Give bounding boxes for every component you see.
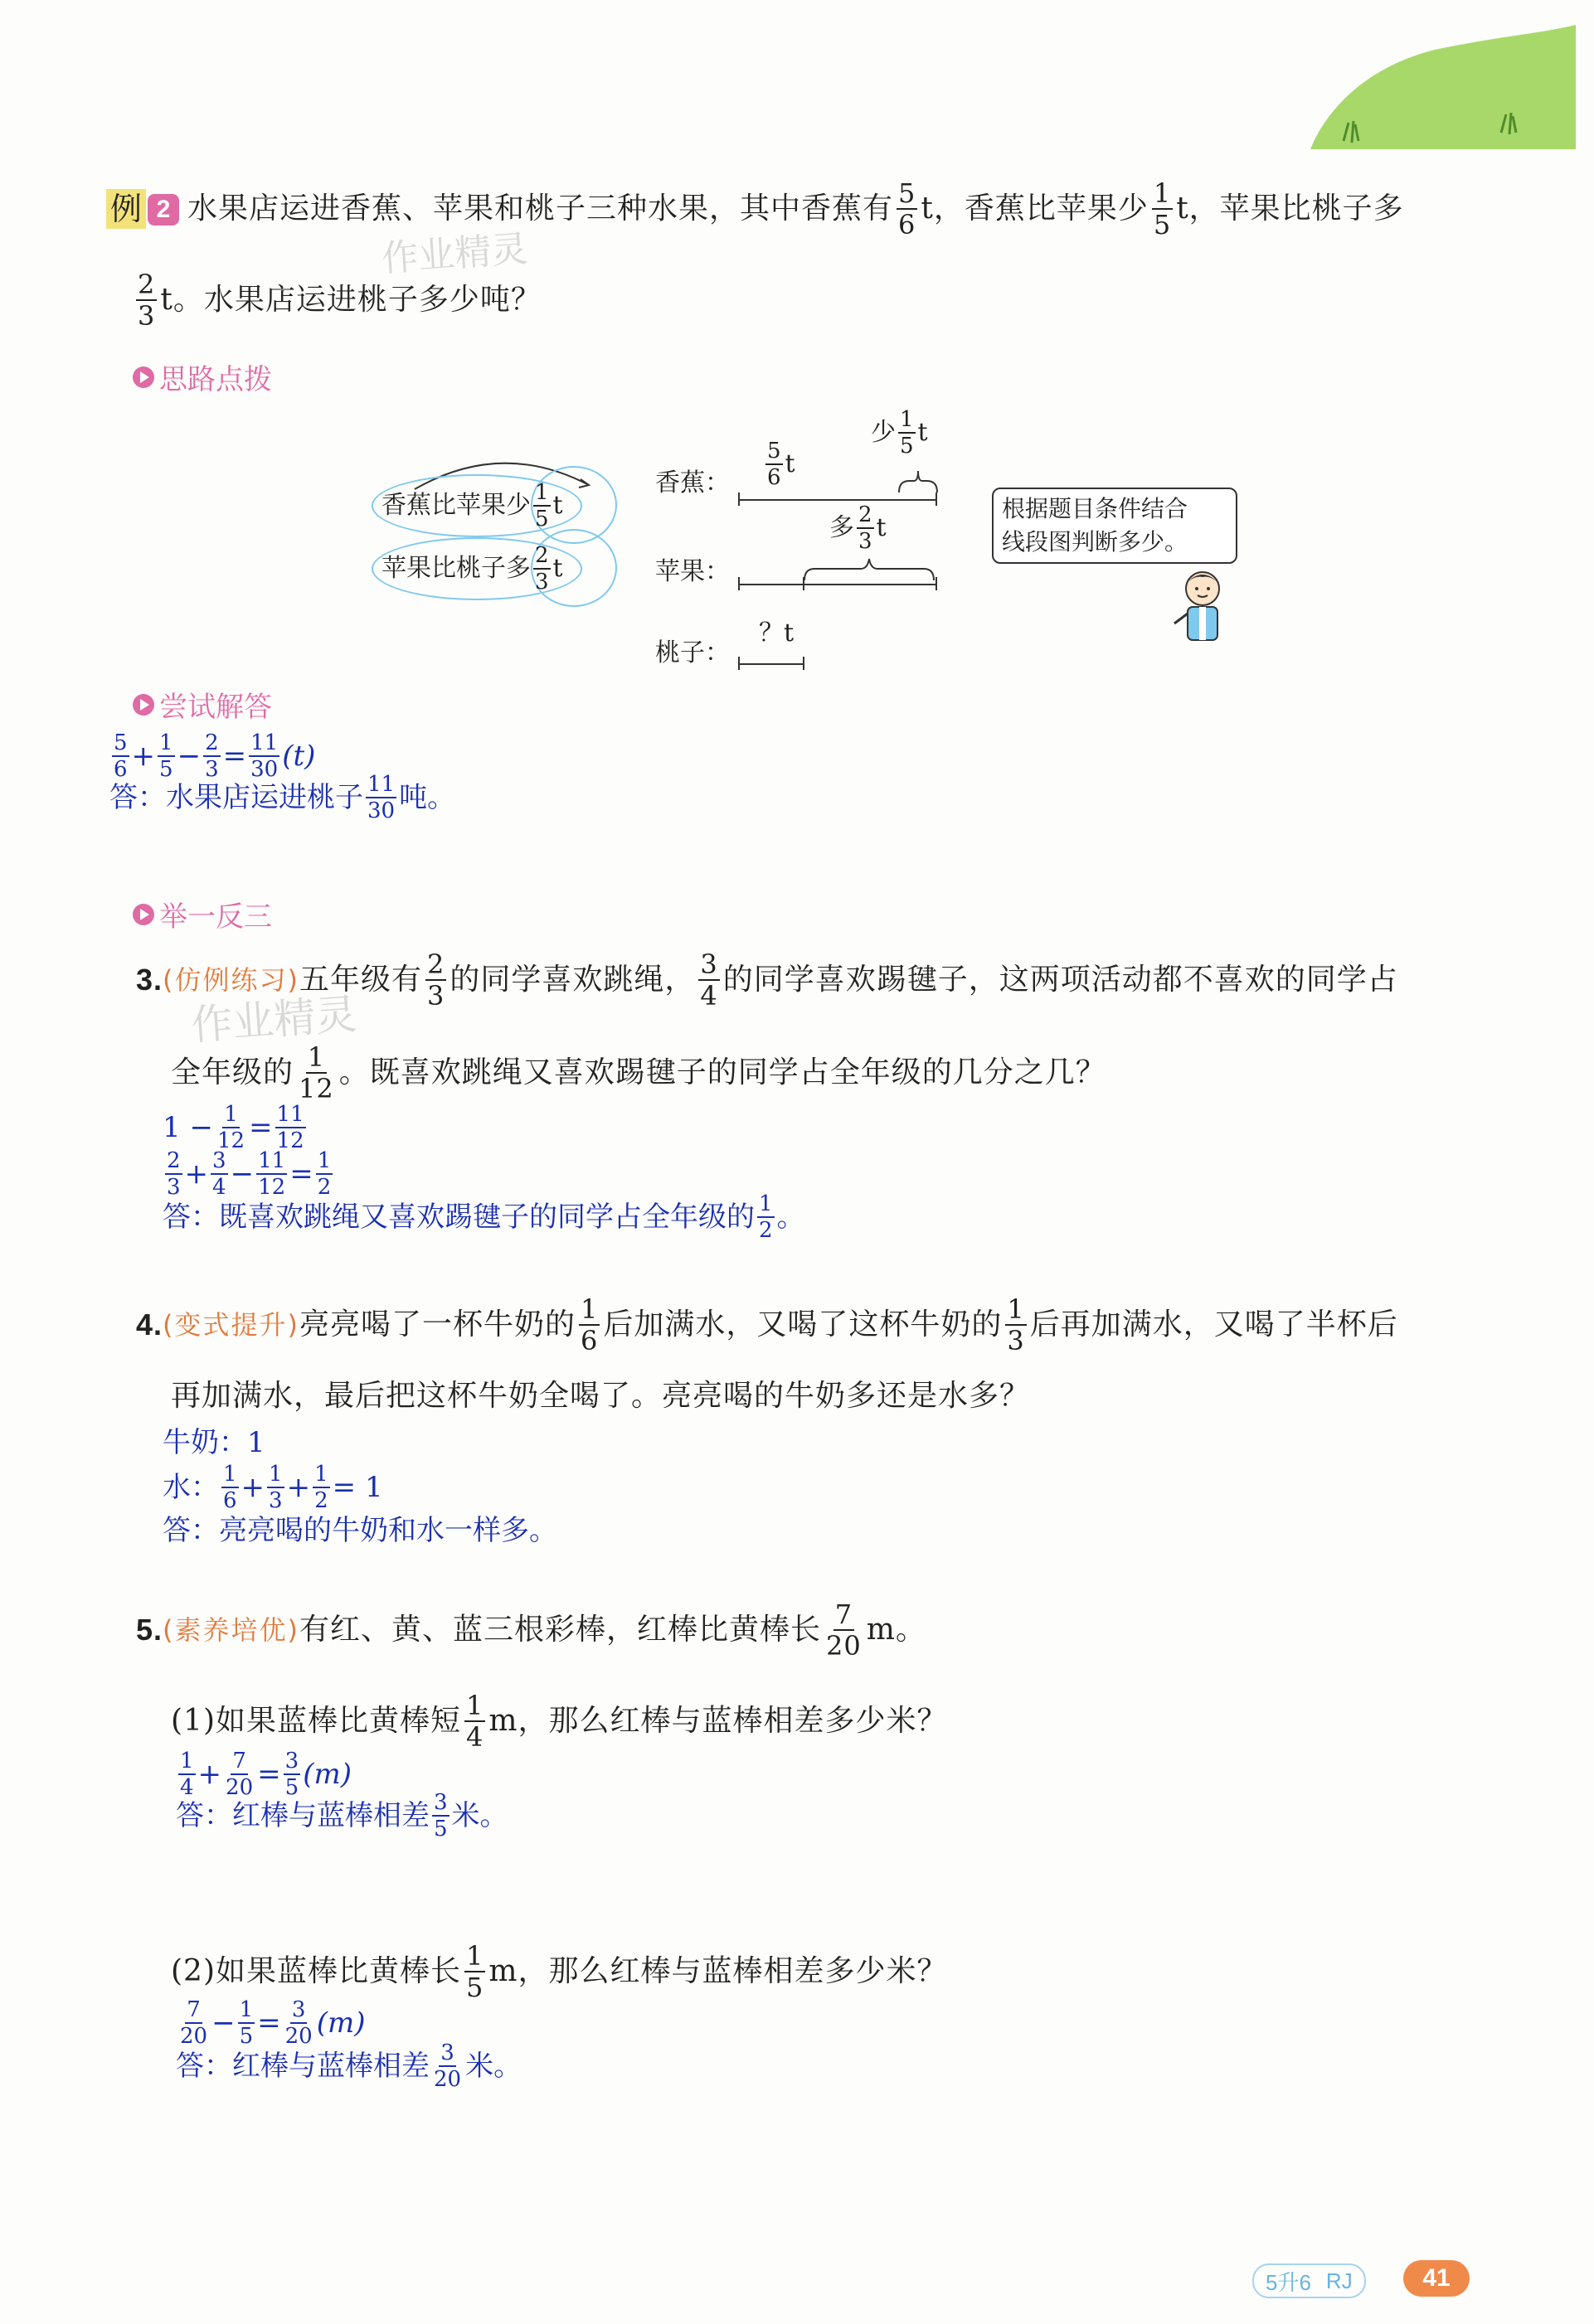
q3-line1: 3. (仿例练习) 五年级有 $\frac{2}{3}$ 的同学喜欢跳绳， $\frac{3}{4}$ 的同学喜欢踢毽子，这两项活动都不喜欢的同学占 <box>136 949 1398 1012</box>
q3-tag: (仿例练习) <box>163 964 300 996</box>
grass-decoration <box>1294 17 1576 149</box>
try-equation: $\frac{5}{6}$ + $\frac{1}{5}$ − $\frac{2}{3}$ = $\frac{11}{30}$ (t) <box>114 730 316 782</box>
hint-bubble-line1: 根据题目条件结合 <box>1002 495 1188 522</box>
banana-segment <box>738 499 937 501</box>
banana-tick-start <box>738 492 740 506</box>
example-banana-fraction: $\frac{5}{6}$ <box>898 177 916 240</box>
apple-tick-end <box>936 577 937 590</box>
example-number-badge: 2 <box>148 194 179 226</box>
practice-header: 举一反三 <box>133 894 272 934</box>
banana-label: 香蕉： <box>655 468 730 497</box>
relation-2: 苹果比桃子多 $\frac{2}{3}$ t <box>381 543 563 594</box>
peach-unknown: ？t <box>759 619 795 648</box>
hint-header: 思路点拨 <box>133 357 272 397</box>
example-label: 例 <box>106 189 146 229</box>
example-q-part4: t。水果店运进桃子多少吨？ <box>160 283 542 317</box>
q4-tag: (变式提升) <box>163 1309 300 1341</box>
q4-line1: 4. (变式提升) 亮亮喝了一杯牛奶的 $\frac{1}{6}$ 后加满水，又喝了这杯牛奶的 $\frac{1}{3}$ 后再加满水，又喝了半杯后 <box>136 1293 1398 1356</box>
apple-tick-start <box>738 577 740 590</box>
q3-answer-step2: $\frac{2}{3}$ + $\frac{3}{4}$ − $\frac{11}{12}$ = $\frac{1}{2}$ <box>167 1148 332 1200</box>
play-icon <box>133 904 154 925</box>
footer-edition: RJ <box>1325 2268 1353 2293</box>
example-more-fraction: $\frac{2}{3}$ <box>138 269 156 332</box>
q3-line2: 全年级的 $\frac{1}{12}$ 。既喜欢跳绳又喜欢踢毽子的同学占全年级的几分之几？ <box>171 1041 1106 1104</box>
banana-tick-end <box>936 492 937 506</box>
q3-answer: 答：既喜欢跳绳又喜欢踢毽子的同学占全年级的 $\frac{1}{2}$ 。 <box>163 1191 805 1243</box>
example-q-part2: t，香蕉比苹果少 <box>921 192 1149 226</box>
example-question-line2 <box>133 269 542 332</box>
hint-bubble-line2: 线段图判断多少。 <box>1002 528 1188 556</box>
watermark-2: 作业精灵 <box>189 990 359 1050</box>
watermark: 作业精灵 <box>380 227 529 281</box>
try-answer: 答：水果店运进桃子 $\frac{11}{30}$ 吨。 <box>109 772 456 823</box>
q5-part1-equation: $\frac{1}{4}$ + $\frac{7}{20}$ = $\frac{3}{5}$ (m) <box>180 1749 352 1800</box>
example-q-part3: t，苹果比桃子多 <box>1176 192 1404 226</box>
more-annotation: 多 $\frac{2}{3}$ t <box>829 502 887 554</box>
peach-label: 桃子： <box>655 638 730 667</box>
q5-part1-answer: 答：红棒与蓝棒相差 $\frac{3}{5}$ 米。 <box>176 1790 508 1841</box>
more-brace <box>803 557 936 582</box>
q5-part2-equation: $\frac{7}{20}$ − $\frac{1}{5}$ = $\frac{3}{20}$ (m) <box>180 1997 366 2049</box>
peach-tick-end <box>803 657 804 670</box>
example-less-fraction: $\frac{1}{5}$ <box>1153 177 1172 240</box>
q4-answer: 答：亮亮喝的牛奶和水一样多。 <box>163 1514 557 1547</box>
relation-1: 香蕉比苹果少 $\frac{1}{5}$ t <box>381 480 563 531</box>
q3-answer-step1: 1 − $\frac{1}{12}$ = $\frac{11}{12}$ <box>163 1102 304 1153</box>
peach-segment <box>738 663 804 665</box>
peach-tick-start <box>738 657 740 670</box>
play-icon <box>133 694 154 716</box>
less-annotation: 少 $\frac{1}{5}$ t <box>871 407 928 458</box>
try-header: 尝试解答 <box>133 684 272 725</box>
apple-tick-mid <box>803 577 804 590</box>
less-brace <box>897 469 939 494</box>
play-icon <box>133 366 154 388</box>
banana-amount: $\frac{5}{6}$ t <box>767 439 795 490</box>
example-question-line1 <box>187 177 1404 240</box>
q4-water: 水： $\frac{1}{6}$ + $\frac{1}{3}$ + $\frac{1}{2}$ = 1 <box>163 1462 383 1513</box>
q4-number: 4. <box>136 1308 163 1342</box>
apple-segment <box>738 584 937 585</box>
q4-line2: 再加满水，最后把这杯牛奶全喝了。亮亮喝的牛奶多还是水多？ <box>171 1379 1031 1413</box>
q4-milk: 牛奶：1 <box>163 1426 265 1459</box>
q3-number: 3. <box>136 963 163 997</box>
q5-part2-answer: 答：红棒与蓝棒相差 $\frac{3}{20}$ 米。 <box>176 2040 522 2092</box>
q5-part2: (2)如果蓝棒比黄棒长 $\frac{1}{5}$ m，那么红棒与蓝棒相差多少米？ <box>171 1940 948 2003</box>
boy-character-icon <box>1169 564 1236 655</box>
example-q-part1: 水果店运进香蕉、苹果和桃子三种水果，其中香蕉有 <box>187 192 894 226</box>
q5-number: 5. <box>136 1613 163 1647</box>
q5-line1: 5. (素养培优) 有红、黄、蓝三根彩棒，红棒比黄棒长 $\frac{7}{20}$ m。 <box>136 1599 926 1662</box>
footer-grade-pill <box>1252 2263 1366 2298</box>
q5-part1: (1)如果蓝棒比黄棒短 $\frac{1}{4}$ m，那么红棒与蓝棒相差多少米？ <box>171 1690 948 1753</box>
hint-bubble <box>992 488 1237 564</box>
apple-label: 苹果： <box>655 557 730 586</box>
q5-tag: (素养培优) <box>163 1614 300 1646</box>
page-number: 41 <box>1403 2260 1470 2297</box>
footer-grade: 5升6 <box>1266 2269 1311 2295</box>
